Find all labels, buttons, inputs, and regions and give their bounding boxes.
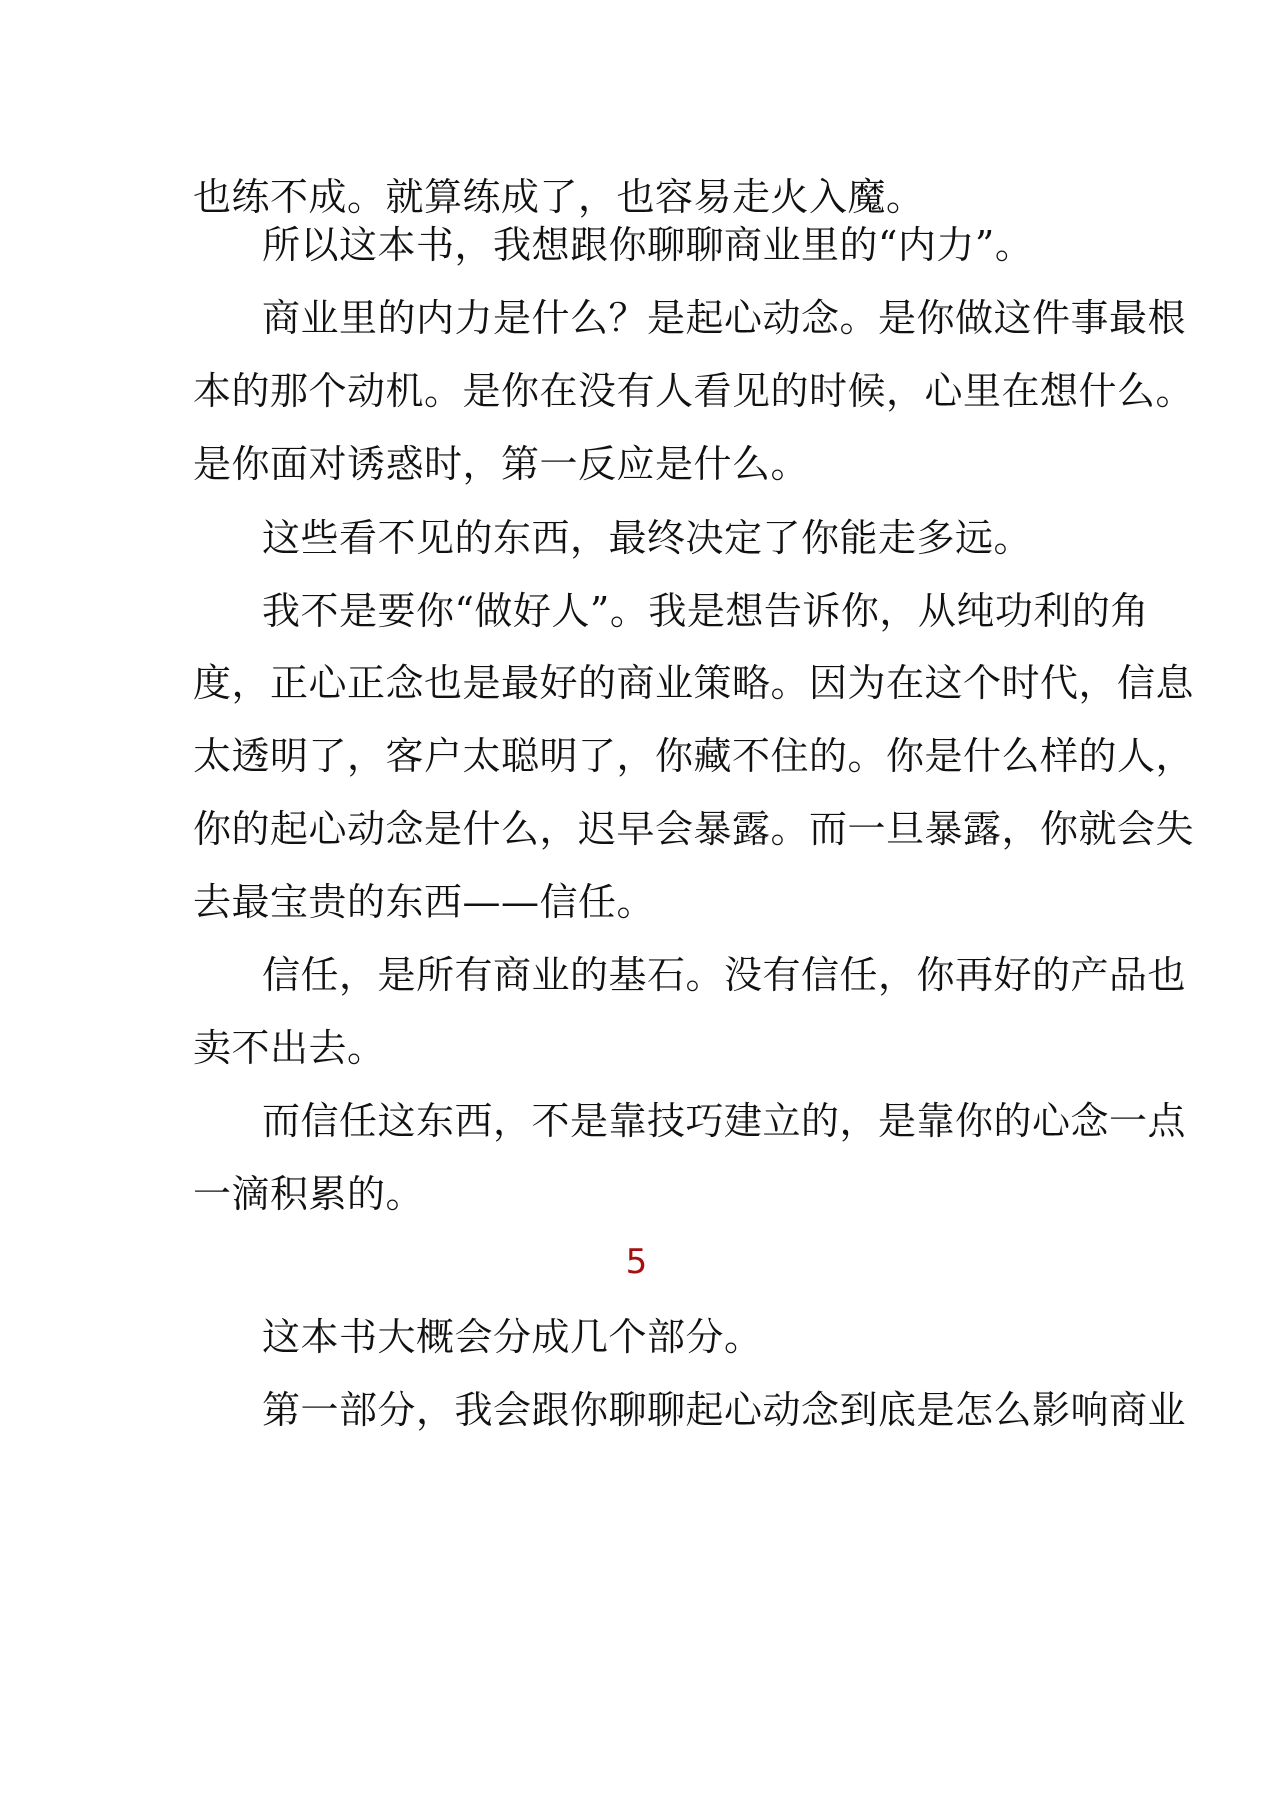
text-line: 卖不出去。 — [193, 1026, 386, 1070]
text-line: 一滴积累的。 — [193, 1172, 425, 1216]
text-line: 太透明了，客户太聪明了，你藏不住的。你是什么样的人， — [193, 734, 1195, 778]
text-line: 本的那个动机。是你在没有人看见的时候，心里在想什么。 — [193, 369, 1195, 413]
section-number: 5 — [625, 1242, 648, 1282]
text-line: 也练不成。就算练成了，也容易走火入魔。 — [193, 175, 925, 219]
paragraph-line: 而信任这东西，不是靠技巧建立的，是靠你的心念一点 — [262, 1099, 1187, 1143]
paragraph-line: 第一部分，我会跟你聊聊起心动念到底是怎么影响商业 — [262, 1388, 1187, 1432]
paragraph-line: 这本书大概会分成几个部分。 — [262, 1315, 763, 1359]
paragraph-line: 所以这本书，我想跟你聊聊商业里的“内力”。 — [262, 223, 1034, 267]
text-line: 去最宝贵的东西——信任。 — [193, 880, 656, 924]
paragraph-line: 商业里的内力是什么？是起心动念。是你做这件事最根 — [262, 296, 1187, 340]
text-line: 度，正心正念也是最好的商业策略。因为在这个时代，信息 — [193, 661, 1195, 705]
text-line: 是你面对诱惑时，第一反应是什么。 — [193, 442, 810, 486]
paragraph-line: 信任，是所有商业的基石。没有信任，你再好的产品也 — [262, 953, 1187, 997]
paragraph-line: 这些看不见的东西，最终决定了你能走多远。 — [262, 516, 1033, 560]
text-line: 你的起心动念是什么，迟早会暴露。而一旦暴露，你就会失 — [193, 807, 1195, 851]
paragraph-line: 我不是要你“做好人”。我是想告诉你，从纯功利的角 — [262, 589, 1149, 633]
